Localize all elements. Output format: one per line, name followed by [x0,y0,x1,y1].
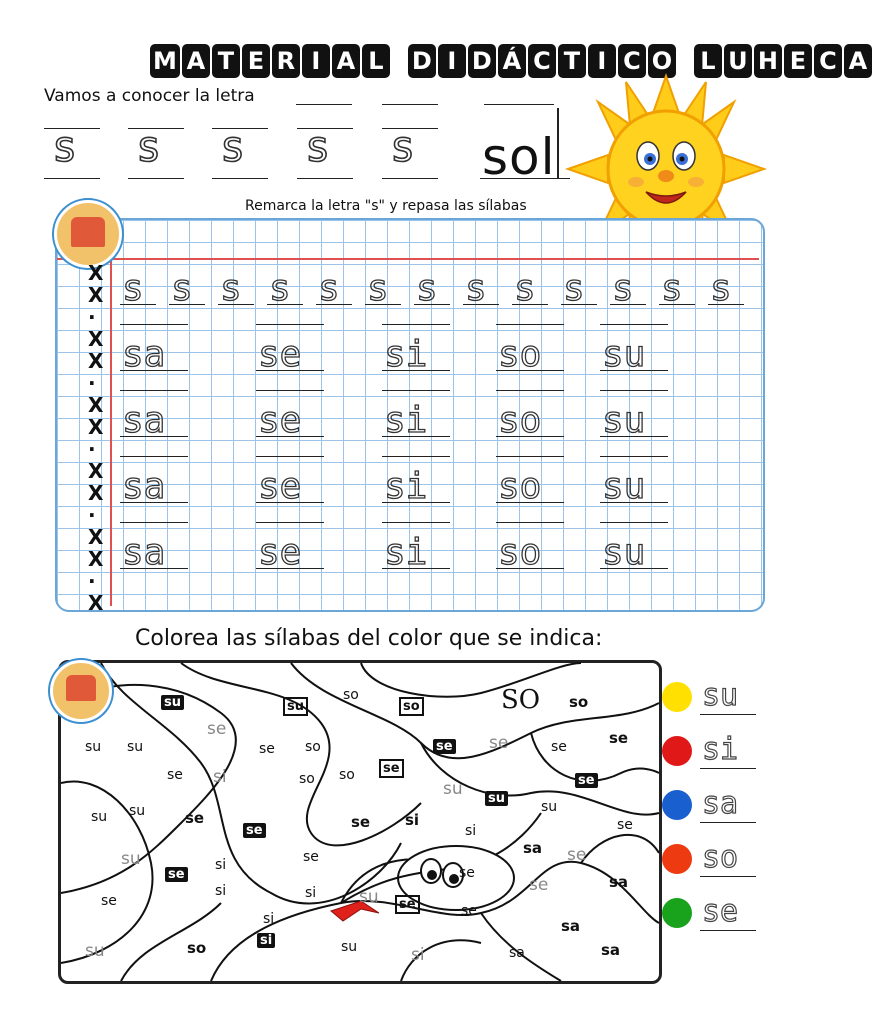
trace-baseline [169,304,205,305]
trace-baseline [659,304,695,305]
trace-topline [256,456,324,457]
title-letter: C [618,44,646,78]
coloring-syllable[interactable]: se [259,741,275,757]
x-mark: · [88,437,96,461]
trace-topline [256,522,324,523]
coloring-syllable[interactable]: se [567,845,587,865]
intro-text: Vamos a conocer la letra [44,86,255,106]
letter-trace: s [305,122,331,171]
legend-baseline [700,930,756,931]
trace-baseline [256,502,324,503]
x-mark: X [88,349,104,373]
trace-topline [120,522,188,523]
letter-s-trace: s [171,268,193,309]
coloring-syllable[interactable]: se [101,893,117,909]
coloring-syllable[interactable]: se [165,867,188,882]
color-swatch [662,736,692,766]
trace-baseline [120,436,188,437]
coloring-syllable[interactable]: se [379,759,404,778]
coloring-syllable[interactable]: su [359,887,379,907]
margin-line-horizontal [57,258,759,260]
trace-baseline [496,370,564,371]
trace-baseline [120,370,188,371]
syllable-trace: se [258,532,302,573]
title-letter: A [332,44,360,78]
trace-baseline [382,568,450,569]
letter-trace: s [220,122,246,171]
trace-baseline [496,502,564,503]
syllable-trace: su [602,400,646,441]
trace-baseline [708,304,744,305]
trace-baseline [120,568,188,569]
x-mark: · [88,371,96,395]
coloring-syllable[interactable]: su [485,791,508,806]
syllable-trace: si [384,334,428,375]
coloring-syllable[interactable]: se [489,733,509,753]
coloring-syllable[interactable]: si [405,811,420,829]
trace-baseline [256,370,324,371]
trace-baseline [600,436,668,437]
trace-topline [600,324,668,325]
coloring-syllable[interactable]: se [459,865,475,881]
coloring-syllable[interactable]: so [569,693,589,711]
letter-s-trace: s [661,268,683,309]
trace-topline [120,390,188,391]
title-letter: R [272,44,300,78]
syllable-trace: su [602,334,646,375]
coloring-syllable[interactable]: se [303,849,319,865]
coloring-syllable[interactable]: su [121,849,141,869]
trace-topline [212,128,268,129]
title-letter: A [182,44,210,78]
trace-topline [496,390,564,391]
trace-topline [120,324,188,325]
x-mark: X [88,525,104,549]
syllable-trace: si [384,466,428,507]
color-swatch [662,682,692,712]
coloring-syllable[interactable]: su [85,739,102,755]
trace-topline [382,324,450,325]
legend-syllable-trace: su [702,678,739,713]
syllable-trace: sa [122,532,166,573]
letter-s-trace: s [465,268,487,309]
trace-baseline [610,304,646,305]
title-letter: I [588,44,616,78]
blank-line [382,104,438,105]
trace-baseline [365,304,401,305]
title-letter: D [408,44,436,78]
x-mark: X [88,591,104,615]
title-letter: E [784,44,812,78]
trace-topline [600,522,668,523]
coloring-syllable[interactable]: so [305,739,321,755]
trace-baseline [120,502,188,503]
trace-topline [382,128,438,129]
title-letter: C [528,44,556,78]
coloring-syllable[interactable]: se [609,729,629,747]
trace-baseline [256,436,324,437]
syllable-trace: se [258,334,302,375]
title-letter: O [648,44,676,78]
coloring-syllable[interactable]: so [343,687,359,703]
trace-topline [496,522,564,523]
x-marks-column [88,262,103,614]
trace-baseline [382,436,450,437]
letter-s-trace: s [269,268,291,309]
coloring-syllable[interactable]: so [339,767,355,783]
coloring-syllable[interactable]: sa [601,941,621,959]
coloring-syllable[interactable]: se [617,817,633,833]
tracing-instruction: Remarca la letra "s" y repasa las sílabas [245,198,527,214]
trace-baseline [44,178,100,179]
coloring-syllable[interactable]: sa [561,917,581,935]
x-mark: · [88,503,96,527]
title-space [394,44,404,80]
blank-line [296,104,352,105]
x-mark: · [88,569,96,593]
trace-baseline [212,178,268,179]
x-mark: X [88,261,104,285]
trace-baseline [561,304,597,305]
title-letter: C [814,44,842,78]
coloring-syllable[interactable]: se [395,895,420,914]
coloring-syllable[interactable]: se [167,767,183,783]
trace-baseline [600,568,668,569]
letter-s-trace: s [514,268,536,309]
word-baseline [480,178,570,179]
coloring-syllable[interactable]: su [85,941,105,961]
color-swatch [662,790,692,820]
letter-trace: s [52,122,78,171]
title-letter: U [724,44,752,78]
title-letter: I [438,44,466,78]
letter-s-trace: s [710,268,732,309]
trace-topline [256,324,324,325]
trace-baseline [382,178,438,179]
coloring-syllable[interactable]: so [399,697,424,716]
syllable-trace: se [258,466,302,507]
syllable-trace: sa [122,400,166,441]
legend-syllable-trace: sa [702,786,739,821]
trace-topline [496,456,564,457]
syllable-trace: su [602,532,646,573]
trace-topline [256,390,324,391]
title-letter: H [754,44,782,78]
syllable-trace: sa [122,334,166,375]
trace-baseline [382,502,450,503]
coloring-syllable[interactable]: SO [501,685,541,715]
trace-topline [600,390,668,391]
x-mark: X [88,393,104,417]
title-letter: E [242,44,270,78]
trace-topline [496,324,564,325]
trace-topline [382,522,450,523]
coloring-syllable[interactable]: se [433,739,456,754]
coloring-syllable[interactable]: se [243,823,266,838]
trace-baseline [256,568,324,569]
trace-baseline [600,370,668,371]
trace-baseline [382,370,450,371]
coloring-syllable[interactable]: so [299,771,315,787]
trace-topline [120,456,188,457]
coloring-syllable[interactable]: su [541,799,558,815]
coloring-syllable[interactable]: so [187,939,207,957]
title-letter: L [694,44,722,78]
syllable-trace: su [602,466,646,507]
blank-line [484,104,554,105]
x-mark: X [88,327,104,351]
coloring-syllable[interactable]: si [305,885,317,901]
trace-baseline [600,502,668,503]
title-letter: T [558,44,586,78]
syllable-trace: so [498,400,542,441]
letter-s-trace: s [416,268,438,309]
syllable-trace: so [498,466,542,507]
coloring-syllable[interactable]: si [263,911,275,927]
syllable-trace: so [498,334,542,375]
letter-s-trace: s [367,268,389,309]
trace-baseline [128,178,184,179]
syllable-trace: sa [122,466,166,507]
coloring-syllable[interactable]: se [185,809,205,827]
word-sol: sol [482,128,556,186]
coloring-syllable[interactable]: su [443,779,463,799]
trace-topline [44,128,100,129]
coloring-syllable[interactable]: su [127,739,144,755]
letter-s-trace: s [220,268,242,309]
legend-syllable-trace: se [702,894,739,929]
legend-baseline [700,768,756,769]
trace-topline [600,456,668,457]
title-letter: T [212,44,240,78]
trace-topline [382,390,450,391]
x-mark: X [88,547,104,571]
margin-line [110,220,112,606]
legend-baseline [700,876,756,877]
x-mark: X [88,481,104,505]
trace-baseline [218,304,254,305]
syllable-trace: so [498,532,542,573]
letter-s-trace: s [563,268,585,309]
coloring-syllable[interactable]: se [351,813,371,831]
color-swatch [662,898,692,928]
trace-baseline [120,304,156,305]
coloring-syllable[interactable]: sa [523,839,543,857]
kids-badge-icon-2 [50,660,112,722]
legend-baseline [700,822,756,823]
kids-badge-icon [54,200,122,268]
syllable-trace: si [384,532,428,573]
x-mark: X [88,459,104,483]
coloring-syllable[interactable]: su [161,695,184,710]
coloring-syllable[interactable]: sa [609,873,629,891]
coloring-syllable[interactable]: se [461,903,477,919]
letter-s-trace: s [612,268,634,309]
color-swatch [662,844,692,874]
word-divider [557,108,559,178]
legend-baseline [700,714,756,715]
coloring-syllable[interactable]: si [257,933,275,948]
letter-s-trace: s [318,268,340,309]
trace-topline [128,128,184,129]
coloring-syllable[interactable]: su [129,803,146,819]
legend-syllable-trace: so [702,840,739,875]
coloring-instruction: Colorea las sílabas del color que se indica: [135,626,603,651]
title-letter: D [468,44,496,78]
x-mark: · [88,305,96,329]
coloring-syllable[interactable]: si [411,945,425,965]
coloring-syllable[interactable]: se [529,875,549,895]
trace-baseline [496,436,564,437]
trace-baseline [267,304,303,305]
letter-s-trace: s [122,268,144,309]
trace-baseline [316,304,352,305]
trace-baseline [463,304,499,305]
coloring-syllable[interactable]: si [465,823,477,839]
title-letter: L [362,44,390,78]
trace-baseline [414,304,450,305]
coloring-syllable[interactable]: se [575,773,598,788]
coloring-syllable[interactable]: si [213,767,227,787]
coloring-syllable[interactable]: si [215,857,227,873]
coloring-board [58,660,662,984]
coloring-syllable[interactable]: se [207,719,227,739]
legend-syllable-trace: si [702,732,739,767]
coloring-syllable[interactable]: sa [509,945,525,961]
coloring-syllable[interactable]: su [91,809,108,825]
trace-baseline [297,178,353,179]
title-word [150,44,390,80]
syllable-trace: si [384,400,428,441]
coloring-syllable[interactable]: si [215,883,227,899]
coloring-syllable[interactable]: su [283,697,308,716]
x-mark: X [88,283,104,307]
coloring-syllable[interactable]: se [551,739,567,755]
syllable-trace: se [258,400,302,441]
trace-baseline [496,568,564,569]
title-letter: I [302,44,330,78]
letter-trace: s [390,122,416,171]
trace-baseline [512,304,548,305]
title-letter: Á [498,44,526,78]
coloring-syllable[interactable]: su [341,939,358,955]
title-letter: M [150,44,180,78]
title-letter: A [844,44,872,78]
x-mark: X [88,415,104,439]
trace-topline [297,128,353,129]
trace-topline [382,456,450,457]
letter-trace: s [136,122,162,171]
